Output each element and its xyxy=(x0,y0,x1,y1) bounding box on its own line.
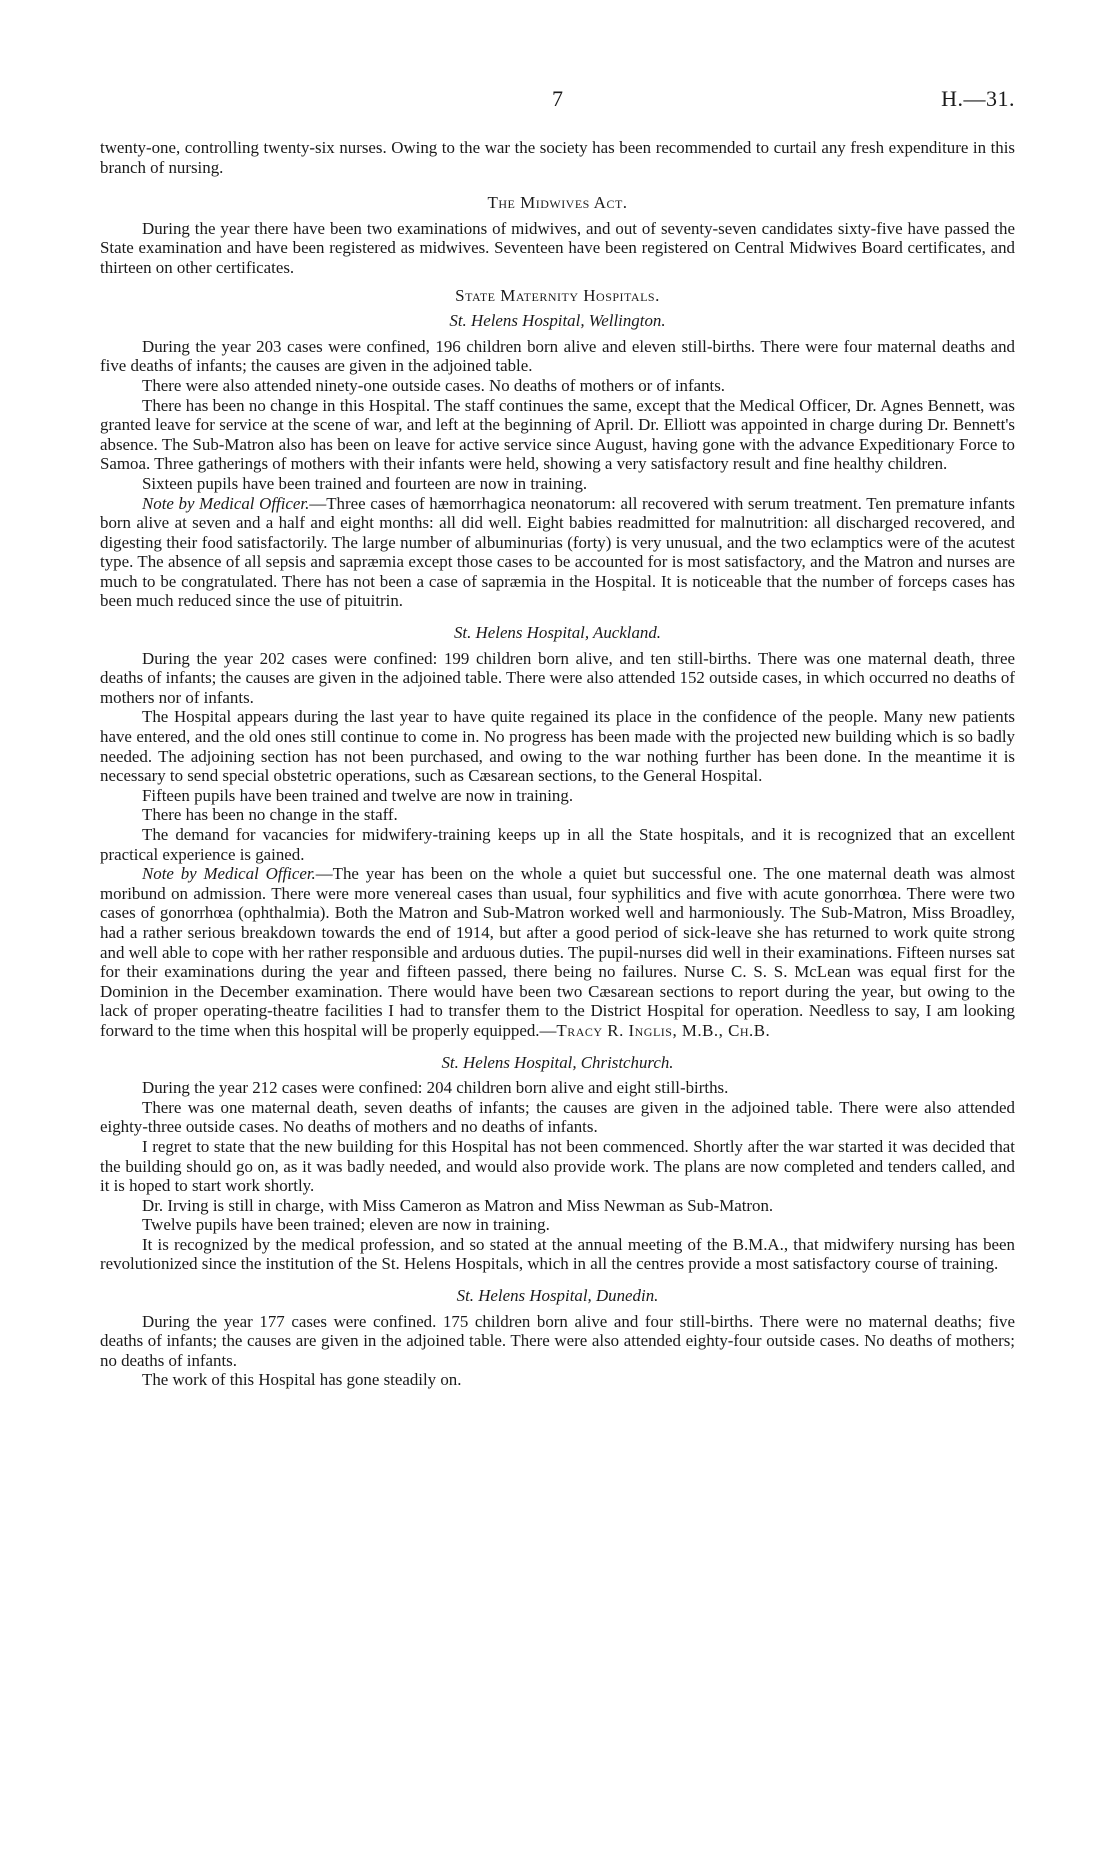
auckland-note-text: —The year has been on the whole a quiet but successful one. The one maternal death was almost moribund on admission. There were more venereal cases than usual, four syphilitics and five with acute gonorrhœa. There were two cases of gonorrhœa (ophthalmia). Both the Matron and Sub-Matron worked well and harmoniously. The Sub-Matron, Miss Broadley, had a rather serious breakdown towards the end of 1914, but after a good period of sick-leave she has returned to work quite strong and well able to cope with her rather responsible and arduous duties. The pupil-nurses did well in their examinations. Fifteen nurses sat for their examinations during the year and fifteen passed, there being no failures. Nurse C. S. S. McLean was equal first for the Dominion in the December examination. There would have been two Cæsarean sections to report during the year, but owing to the lack of proper operating-theatre facilities I had to transfer them to the District Hospital for operation. Needless to say, I am looking forward to the time when this hospital will be properly equipped.— xyxy=(100,864,1015,1040)
wellington-paragraph-2: There were also attended ninety-one outside cases. No deaths of mothers or of infants. xyxy=(142,375,726,395)
christchurch-heading: St. Helens Hospital, Christchurch. xyxy=(441,1052,674,1072)
auckland-heading: St. Helens Hospital, Auckland. xyxy=(453,623,662,643)
christchurch-paragraph-4: Dr. Irving is still in charge, with Miss Cameron as Matron and Miss Newman as Sub-Matron. xyxy=(142,1195,774,1215)
auckland-paragraph-1: During the year 202 cases were confined: 199 children born alive, and ten still-births. There was one maternal death, three deaths of infants; the causes are given in the adjoined table. There were also attended 152 outside cases, in which occurred no deaths of mothers nor of infants. xyxy=(100,648,1015,707)
page-number: 7 xyxy=(552,86,563,111)
wellington-note xyxy=(100,494,1015,612)
auckland-paragraph-5: The demand for vacancies for midwifery-training keeps up in all the State hospitals, and it is recognized that an excellent practical experience is gained. xyxy=(100,825,1015,864)
maternity-hospitals-heading: State Maternity Hospitals. xyxy=(455,285,660,305)
auckland-paragraph-4: There has been no change in the staff. xyxy=(142,805,398,825)
intro-paragraph: twenty-one, controlling twenty-six nurses. Owing to the war the society has been recommended to curtail any fresh expenditure in this branch of nursing. xyxy=(100,138,1015,177)
auckland-paragraph-2: The Hospital appears during the last year to have quite regained its place in the confidence of the people. Many new patients have entered, and the old ones still continue to come in. No progress has been made with the projected new building which is so badly needed. The adjoining section has not been purchased, and owing to the war nothing further has been done. In the meantime it is necessary to send special obstetric operations, such as Cæsarean sections, to the General Hospital. xyxy=(100,707,1015,786)
dunedin-paragraph-2: The work of this Hospital has gone steadily on. xyxy=(142,1370,462,1390)
wellington-paragraph-3: There has been no change in this Hospital. The staff continues the same, except that the Medical Officer, Dr. Agnes Bennett, was granted leave for service at the scene of war, and left at the beginning of April. Dr. Elliott was appointed in charge during Dr. Bennett's absence. The Sub-Matron also has been on leave for active service since August, having gone with the advance Expeditionary Force to Samoa. Three gatherings of mothers with their infants were held, showing a very satisfactory result and fine healthy children. xyxy=(100,395,1015,474)
christchurch-paragraph-1: During the year 212 cases were confined: 204 children born alive and eight still-births. xyxy=(142,1078,729,1098)
midwives-act-heading: The Midwives Act. xyxy=(487,193,628,213)
wellington-heading: St. Helens Hospital, Wellington. xyxy=(449,311,666,331)
dunedin-heading: St. Helens Hospital, Dunedin. xyxy=(456,1286,659,1306)
wellington-note-text: —Three cases of hæmorrhagica neonatorum: all recovered with serum treatment. Ten premature infants born alive at seven and a half and eight months: all did well. Eight babies readmitted for malnutrition: all discharged recovered, and digesting their food satisfactorily. The large number of albuminurias (forty) is very unusual, and the two eclamptics were of the acutest type. The absence of all sepsis and sapræmia except those cases to be accounted for is most satisfactory, and the Matron and nurses are much to be congratulated. There has not been a case of sapræmia in the Hospital. It is noticeable that the number of forceps cases has been much reduced since the use of pituitrin. xyxy=(100,493,1015,611)
christchurch-paragraph-6: It is recognized by the medical profession, and so stated at the annual meeting of the B.M.A., that midwifery nursing has been revolutionized since the institution of the St. Helens Hospitals, which in all the centres provide a most satisfactory course of training. xyxy=(100,1234,1015,1274)
christchurch-paragraph-2: There was one maternal death, seven deaths of infants; the causes are given in the adjoined table. There were also attended eighty-three outside cases. No deaths of mothers and no deaths of infants. xyxy=(100,1097,1015,1137)
christchurch-paragraph-5: Twelve pupils have been trained; eleven are now in training. xyxy=(142,1215,550,1235)
auckland-note-signature: Tracy R. Inglis, M.B., Ch.B. xyxy=(556,1020,771,1040)
page-header xyxy=(100,86,1015,116)
wellington-paragraph-4: Sixteen pupils have been trained and fourteen are now in training. xyxy=(142,473,588,493)
document-body xyxy=(100,138,1015,1390)
christchurch-paragraph-3: I regret to state that the new building for this Hospital has not been commenced. Shortly after the war started it was decided that the building should go on, as it was badly needed, and would also provide work. The plans are now completed and tenders called, and it is hoped to start work shortly. xyxy=(100,1136,1015,1196)
midwives-paragraph: During the year there have been two examinations of midwives, and out of seventy-seven candidates sixty-five have passed the State examination and have been registered as midwives. Seventeen have been registered on Central Midwives Board certificates, and thirteen on other certificates. xyxy=(100,218,1015,277)
dunedin-paragraph-1: During the year 177 cases were confined. 175 children born alive and four still-births. There were no maternal deaths; five deaths of infants; the causes are given in the adjoined table. There were also attended eighty-four outside cases. No deaths of mothers; no deaths of infants. xyxy=(100,1311,1015,1370)
auckland-note xyxy=(100,864,1015,1040)
wellington-paragraph-1: During the year 203 cases were confined, 196 children born alive and eleven still-births. There were four maternal deaths and five deaths of infants; the causes are given in the adjoined table. xyxy=(100,336,1015,376)
wellington-note-label: Note by Medical Officer. xyxy=(142,493,310,513)
auckland-note-label: Note by Medical Officer. xyxy=(142,864,316,884)
document-reference: H.—31. xyxy=(941,86,1015,111)
auckland-paragraph-3: Fifteen pupils have been trained and twelve are now in training. xyxy=(142,785,574,805)
